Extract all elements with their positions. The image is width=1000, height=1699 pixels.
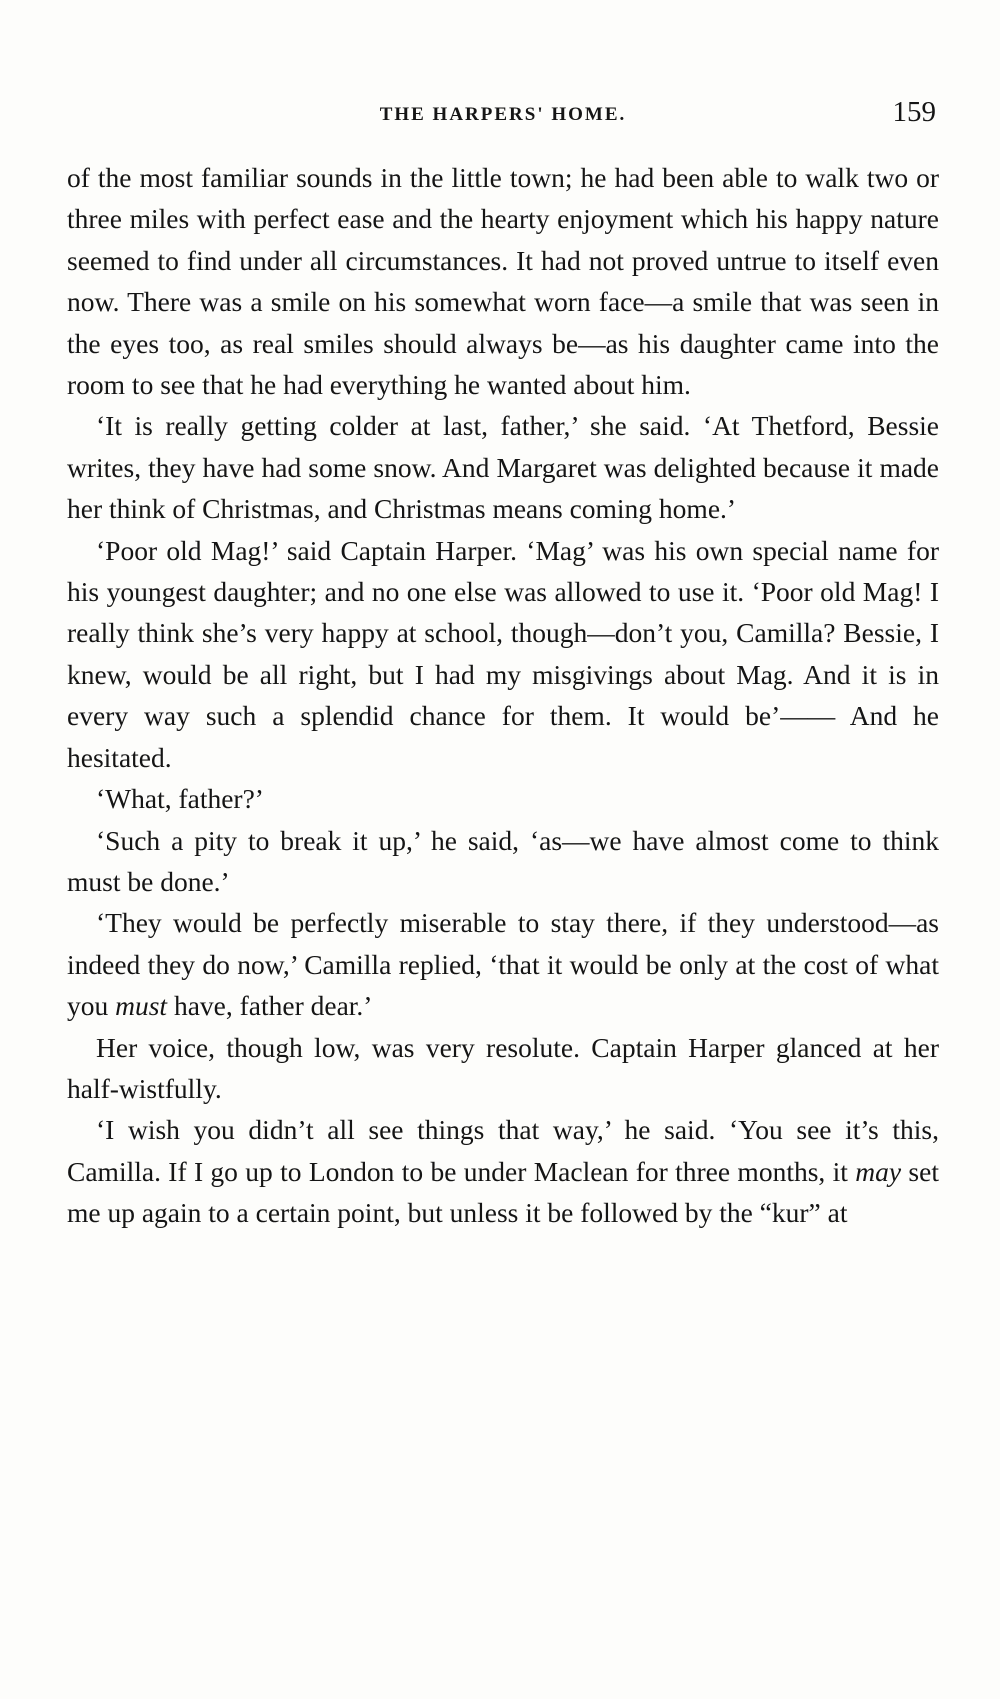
paragraph-text: ‘I wish you didn’t all see things that way,’ he said. ‘You see it’s this, Camilla. If I go up to London to be under Maclean for three months, it [67,1114,939,1187]
paragraph-text: have, father dear.’ [167,990,373,1022]
running-title: THE HARPERS' HOME. [379,104,627,125]
paragraph [67,902,939,1026]
page-number: 159 [892,96,936,128]
paragraph-text: ‘It is really getting colder at last, father,’ she said. ‘At Thetford, Bessie writes, they have had some snow. And Margaret was delighted because it made her think of Christmas, and Christmas means coming home.’ [67,410,939,525]
paragraph [67,1109,939,1233]
paragraph-text: ‘Such a pity to break it up,’ he said, ‘as—we have almost come to think must be done.’ [67,824,939,897]
paragraph-text: of the most familiar sounds in the little town; he had been able to walk two or three miles with perfect ease and the hearty enjoyment which his happy nature seemed to find under all circumstances. It had not proved untrue to itself even now. There was a smile on his somewhat worn face—a smile that was seen in the eyes too, as real smiles should always be—as his daughter came into the room to see that he had everything he wanted about him. [67,162,939,401]
paragraph-text: set me up again to a certain point, but unless it be followed by the “kur” at [67,1155,939,1229]
paragraph-text: Her voice, though low, was very resolute. Captain Harper glanced at her half-wistfully. [67,1031,939,1104]
paragraph [67,1027,939,1110]
paragraph [67,530,939,778]
paragraph [67,778,939,819]
paragraph [67,820,939,903]
paragraph-text: ‘Poor old Mag!’ said Captain Harper. ‘Mag’ was his own special name for his youngest daughter; and no one else was allowed to use it. ‘Poor old Mag! I really think she’s very happy at school, though—don’t you, Camilla? Bessie, I knew, would be all right, but I had my misgivings about Mag. And it is in every way such a splendid chance for them. It would be’—— And he hesitated. [67,534,939,773]
paragraph [67,405,939,529]
emphasis-text: must [115,990,168,1022]
body-text [67,157,939,1234]
running-header [68,96,938,136]
paragraph-text: ‘What, father?’ [96,783,264,815]
paragraph-continued [67,157,939,405]
paragraph-text: ‘They would be perfectly miserable to stay there, if they understood—as indeed they do now,’ Camilla replied, ‘that it would be only at the cost of what you [67,907,939,1022]
emphasis-text: may [855,1155,902,1187]
